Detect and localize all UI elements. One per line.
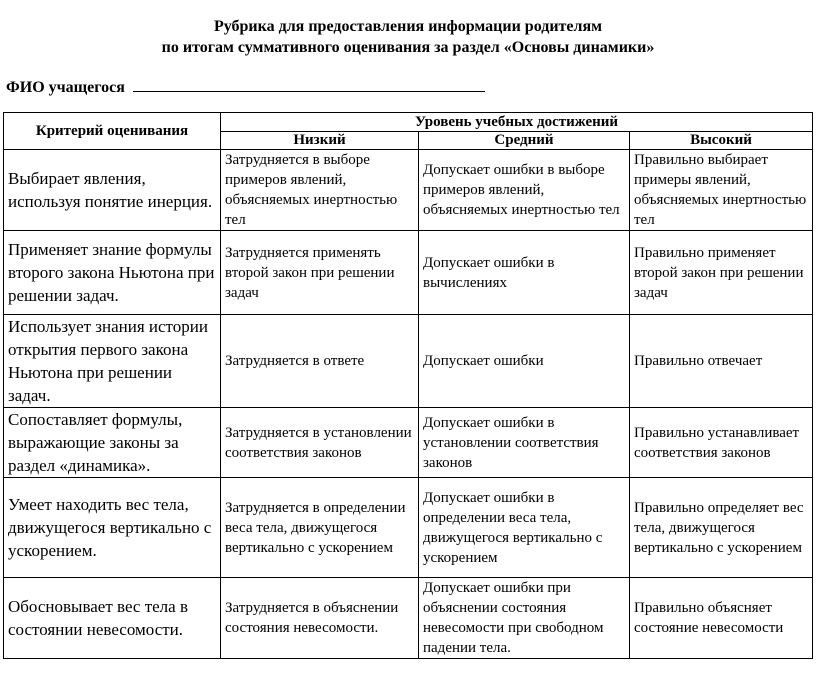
low-level-cell: Затрудняется в выборе примеров явлений, объясняемых инертностью тел [221, 150, 419, 231]
high-level-cell: Правильно определяет вес тела, движущегося вертикально с ускорением [630, 478, 813, 578]
mid-level-cell: Допускает ошибки при объяснении состояния невесомости при свободном падении тела. [419, 578, 630, 659]
table-header-row [4, 113, 813, 132]
high-level-cell: Правильно отвечает [630, 315, 813, 408]
low-level-cell: Затрудняется применять второй закон при решении задач [221, 231, 419, 315]
mid-level-cell: Допускает ошибки [419, 315, 630, 408]
rubric-table [3, 112, 813, 659]
document-title-line-1: Рубрика для предоставления информации родителям [213, 18, 603, 35]
high-level-cell: Правильно устанавливает соответствия законов [630, 408, 813, 478]
student-name-row [6, 77, 485, 97]
criterion-column-header: Критерий оценивания [4, 113, 221, 150]
mid-level-cell: Допускает ошибки в определении веса тела, движущегося вертикально с ускорением [419, 478, 630, 578]
low-level-cell: Затрудняется в объяснении состояния невесомости. [221, 578, 419, 659]
high-level-cell: Правильно объясняет состояние невесомости [630, 578, 813, 659]
level-header-low: Низкий [221, 132, 419, 150]
table-row [4, 231, 813, 315]
high-level-cell: Правильно выбирает примеры явлений, объясняемых инертностью тел [630, 150, 813, 231]
criterion-cell: Использует знания истории открытия первого закона Ньютона при решении задач. [4, 315, 221, 408]
table-row [4, 478, 813, 578]
document-title-line-2: по итогам суммативного оценивания за раздел «Основы динамики» [161, 39, 655, 56]
criterion-cell: Применяет знание формулы второго закона Ньютона при решении задач. [4, 231, 221, 315]
student-name-blank-line [133, 77, 485, 92]
low-level-cell: Затрудняется в установлении соответствия законов [221, 408, 419, 478]
level-header-high: Высокий [630, 132, 813, 150]
criterion-cell: Обосновывает вес тела в состоянии невесомости. [4, 578, 221, 659]
table-row [4, 315, 813, 408]
achievement-level-header: Уровень учебных достижений [221, 113, 813, 132]
criterion-cell: Выбирает явления, используя понятие инерция. [4, 150, 221, 231]
mid-level-cell: Допускает ошибки в установлении соответствия законов [419, 408, 630, 478]
criterion-cell: Умеет находить вес тела, движущегося вертикально с ускорением. [4, 478, 221, 578]
level-header-mid: Средний [419, 132, 630, 150]
table-row [4, 150, 813, 231]
table-row [4, 578, 813, 659]
high-level-cell: Правильно применяет второй закон при решении задач [630, 231, 813, 315]
student-name-label: ФИО учащегося [6, 79, 125, 96]
table-row [4, 408, 813, 478]
mid-level-cell: Допускает ошибки в выборе примеров явлений, объясняемых инертностью тел [419, 150, 630, 231]
criterion-cell: Сопоставляет формулы, выражающие законы за раздел «динамика». [4, 408, 221, 478]
low-level-cell: Затрудняется в ответе [221, 315, 419, 408]
low-level-cell: Затрудняется в определении веса тела, движущегося вертикально с ускорением [221, 478, 419, 578]
mid-level-cell: Допускает ошибки в вычислениях [419, 231, 630, 315]
